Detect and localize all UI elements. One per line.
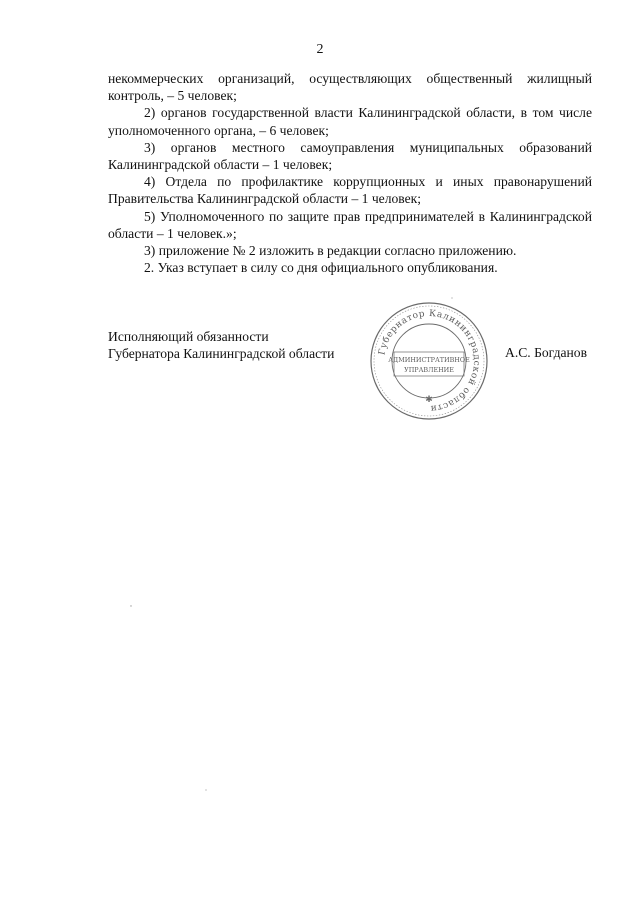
document-body	[108, 70, 592, 276]
paragraph: 5) Уполномоченного по защите прав предпринимателей в Калининградской области – 1 человек.»;	[108, 208, 592, 241]
seal-graphic	[368, 300, 490, 422]
signatory-position	[108, 328, 334, 362]
official-seal	[368, 300, 490, 422]
star-icon: ✱	[425, 395, 433, 405]
seal-ring-text: Губернатор Калининградской области	[377, 308, 482, 414]
paragraph: 2) органов государственной власти Калининградской области, в том числе уполномоченного органа, – 6 человек;	[108, 105, 592, 138]
page-number: 2	[316, 42, 324, 57]
paragraph: 3) приложение № 2 изложить в редакции согласно приложению.	[144, 243, 517, 259]
signatory-name: А.С. Богданов	[505, 345, 588, 360]
signatory-position-line: Исполняющий обязанности	[108, 329, 269, 344]
paragraph: 2. Указ вступает в силу со дня официального опубликования.	[144, 260, 498, 276]
paragraph: 3) органов местного самоуправления муниципальных образований Калининградской области – 1 человек;	[108, 139, 592, 173]
paragraph: 4) Отдела по профилактике коррупционных и иных правонарушений Правительства Калининградской области – 1 человек;	[108, 174, 592, 207]
seal-center-line: АДМИНИСТРАТИВНОЕ	[388, 356, 470, 364]
paragraph: некоммерческих организаций, осуществляющих общественный жилищный контроль, – 5 человек;	[108, 71, 592, 104]
signatory-position-line: Губернатора Калининградской области	[108, 346, 335, 362]
seal-center-line: УПРАВЛЕНИЕ	[404, 366, 454, 374]
